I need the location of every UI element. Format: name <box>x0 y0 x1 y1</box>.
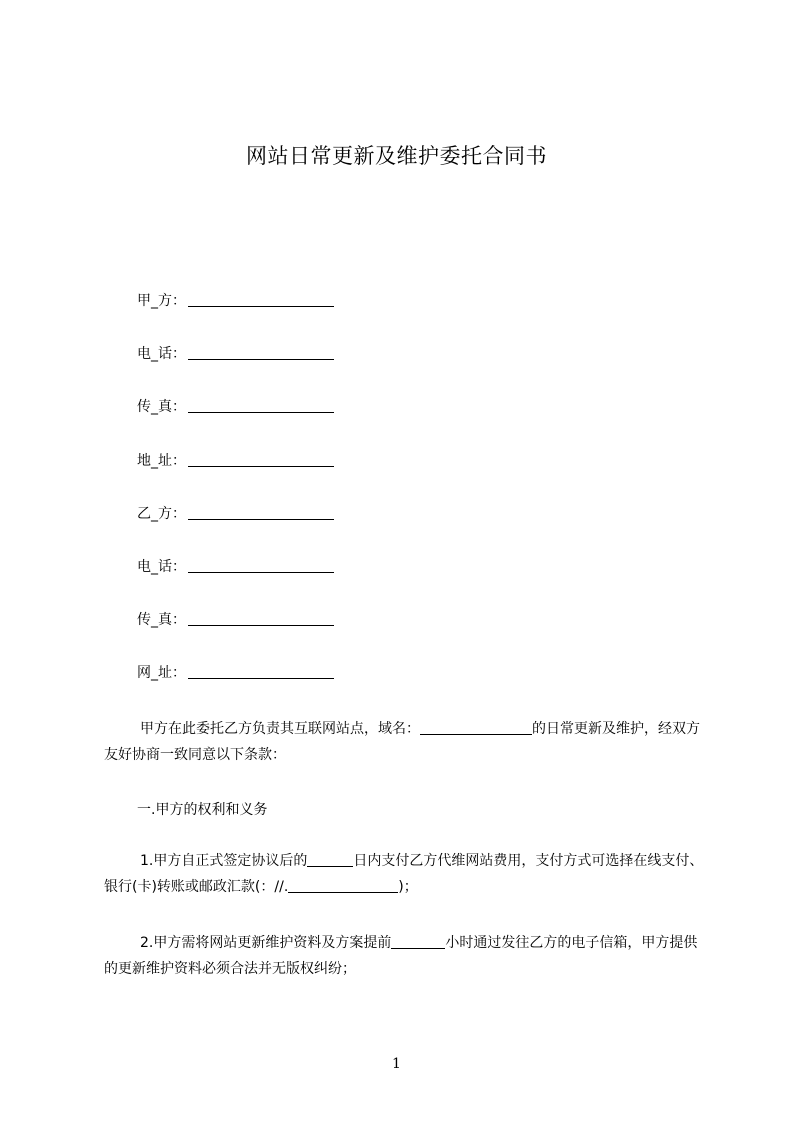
field-party-a-fax <box>137 397 334 417</box>
days-blank <box>307 852 353 867</box>
domain-blank <box>420 720 532 735</box>
field-label: 电_话： <box>137 346 186 362</box>
field-label: 传_真： <box>137 612 186 628</box>
field-party-b-fax <box>137 610 334 630</box>
field-label: 地_址： <box>137 453 186 469</box>
field-party-b-phone <box>137 557 334 577</box>
intro-text-1: 甲方在此委托乙方负责其互联网站点，域名： <box>140 721 420 737</box>
field-label: 乙_方： <box>137 506 186 522</box>
blank-line <box>188 505 334 520</box>
clause-1 <box>104 848 704 900</box>
field-party-b-website <box>137 663 334 683</box>
blank-line <box>188 558 334 573</box>
clause-2-text-1: 2.甲方需将网站更新维护资料及方案提前 <box>140 935 392 951</box>
blank-line <box>188 345 334 360</box>
clause-2 <box>104 930 704 982</box>
field-label: 电_话： <box>137 559 186 575</box>
field-party-a <box>137 291 334 311</box>
clause-2-text-2: 小时通过发往乙方的电子信箱，甲方提供的更新维护资料必须合法并无版权纠纷； <box>104 935 698 977</box>
field-label: 网_址： <box>137 665 186 681</box>
page-number: 1 <box>392 1056 401 1072</box>
blank-line <box>188 452 334 467</box>
field-label: 甲_方： <box>137 293 186 309</box>
field-party-b <box>137 504 334 524</box>
section-heading: 一.甲方的权利和义务 <box>137 802 268 818</box>
field-label: 传_真： <box>137 399 186 415</box>
clause-1-text-2: 日内支付乙方代维网站费用，支付方式可选择在线支付、银行(卡)转账或邮政汇款(：//. <box>104 853 704 895</box>
clause-1-text-1: 1.甲方自正式签定协议后的 <box>140 853 308 869</box>
field-party-a-address <box>137 451 334 471</box>
blank-line <box>188 292 334 307</box>
clause-1-text-3: )； <box>398 879 418 895</box>
blank-line <box>188 611 334 626</box>
blank-line <box>188 398 334 413</box>
intro-paragraph <box>104 716 704 768</box>
field-party-a-phone <box>137 344 334 364</box>
document-title: 网站日常更新及维护委托合同书 <box>246 144 547 168</box>
blank-line <box>188 664 334 679</box>
hours-blank <box>391 934 445 949</box>
intro-text-2: 的日常更新及维护，经双方友好协商一致同意以下条款： <box>104 721 700 763</box>
url-blank <box>288 878 398 893</box>
